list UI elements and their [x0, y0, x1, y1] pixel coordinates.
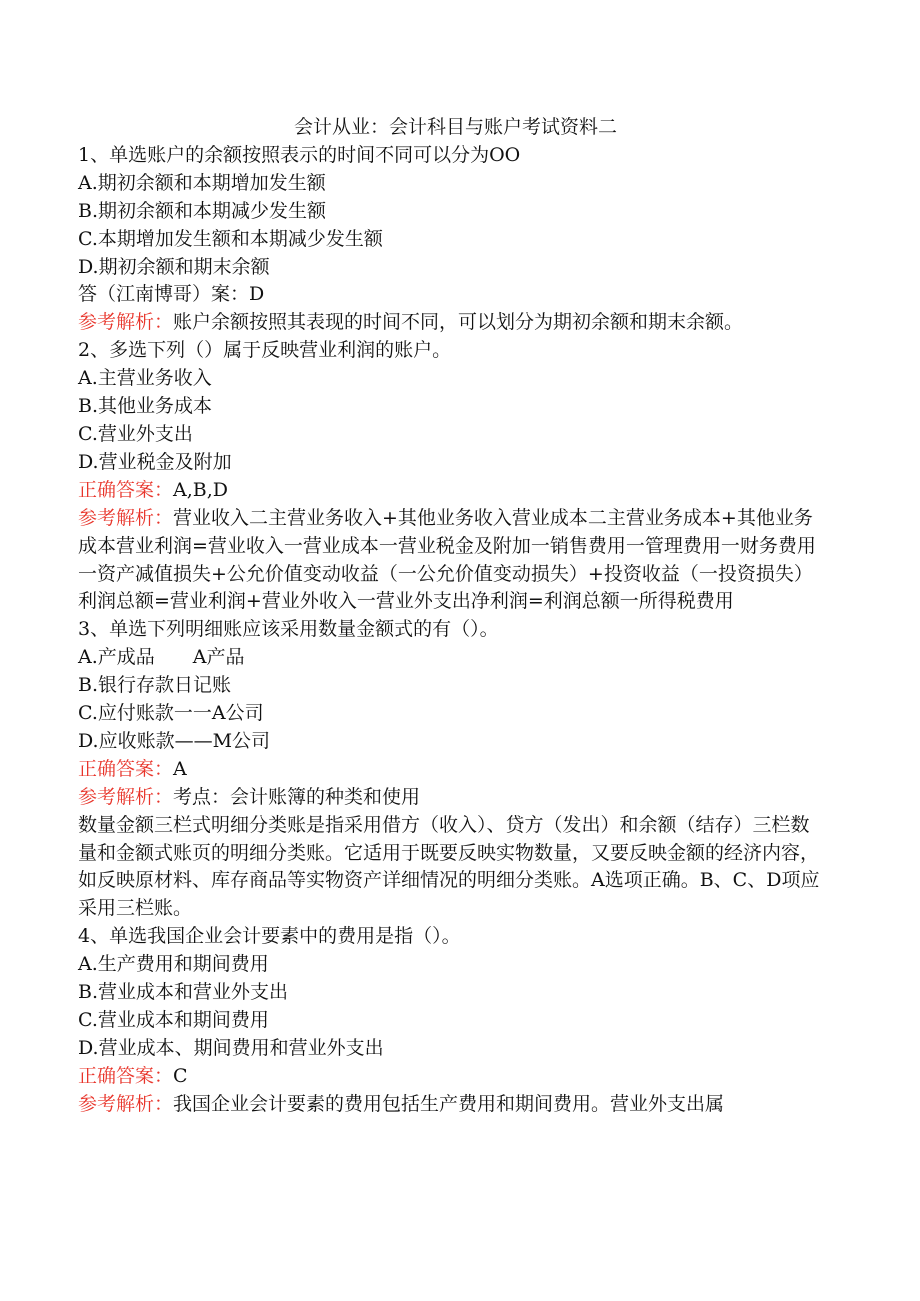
analysis-text: 我国企业会计要素的费用包括生产费用和期间费用。营业外支出属 [173, 1092, 725, 1115]
document-body [78, 114, 823, 1119]
option-d: D.应收账款——M公司 [78, 729, 271, 752]
answer-line [78, 477, 823, 505]
answer-label: 正确答案： [78, 478, 174, 501]
option-b: B.营业成本和营业外支出 [78, 981, 289, 1004]
analysis-label: 参考解析： [78, 785, 174, 808]
option-d: D.期初余额和期末余额 [78, 255, 270, 278]
answer-line [78, 756, 823, 784]
analysis-text: 账户余额按照其表现的时间不同，可以划分为期初余额和期末余额。 [173, 311, 744, 334]
answer-label: 答（江南博哥）案： [78, 283, 250, 306]
analysis-label: 参考解析： [78, 311, 174, 334]
answer-label: 正确答案： [78, 757, 174, 780]
analysis-text: 营业收入二主营业务收入+其他业务收入营业成本二主营业务成本+其他业务成本营业利润=营业收入一营业成本一营业税金及附加一销售费用一管理费用一财务费用一资产减值损失+公允价值变动收益（一公允价值变动损失）+投资收益（一投资损失）利润总额=营业利润+营业外收入一营业外支出净利润=利润总额一所得税费用 [78, 506, 816, 613]
question-4 [78, 923, 823, 1118]
option-c: C.本期增加发生额和本期减少发生额 [78, 227, 383, 250]
question-stem: 2、多选下列（）属于反映营业利润的账户。 [78, 339, 452, 362]
option-d: D.营业成本、期间费用和营业外支出 [78, 1036, 384, 1059]
answer-value: A [173, 757, 187, 780]
question-stem: 1、单选账户的余额按照表示的时间不同可以分为OO [78, 143, 521, 166]
question-3 [78, 616, 823, 923]
option-c: C.营业成本和期间费用 [78, 1009, 269, 1031]
answer-value: D [249, 283, 265, 306]
question-stem: 4、单选我国企业会计要素中的费用是指（）。 [78, 925, 461, 948]
option-b: B.其他业务成本 [78, 395, 213, 418]
document-title: 会计从业：会计科目与账户考试资料二 [293, 116, 617, 138]
option-b: B.银行存款日记账 [78, 674, 232, 697]
answer-value: A,B,D [173, 478, 229, 501]
option-c: C.营业外支出 [78, 422, 193, 445]
option-c: C.应付账款一一A公司 [78, 702, 264, 725]
question-1 [78, 142, 823, 337]
option-a: A.主营业务收入 [78, 367, 212, 390]
option-b: B.期初余额和本期减少发生额 [78, 199, 327, 222]
analysis-line [78, 309, 823, 337]
question-stem: 3、单选下列明细账应该采用数量金额式的有（）。 [78, 618, 499, 641]
analysis-line [78, 784, 823, 812]
option-a: A.生产费用和期间费用 [78, 953, 269, 976]
analysis-line [78, 505, 823, 617]
analysis-text: 考点：会计账簿的种类和使用 [173, 785, 421, 808]
question-2 [78, 337, 823, 616]
analysis-label: 参考解析： [78, 1092, 174, 1115]
option-a: A.期初余额和本期增加发生额 [78, 171, 326, 194]
analysis-extra: 数量金额三栏式明细分类账是指采用借方（收入）、贷方（发出）和余额（结存）三栏数量和金额式账页的明细分类账。它适用于既要反映实物数量，又要反映金额的经济内容，如反映原材料、库存商品等实物资产详细情况的明细分类账。A选项正确。B、C、D项应采用三栏账。 [78, 813, 820, 920]
answer-value: C [173, 1064, 188, 1087]
answer-line [78, 281, 823, 309]
answer-label: 正确答案： [78, 1064, 174, 1087]
option-d: D.营业税金及附加 [78, 450, 232, 473]
option-a: A.产成品 A产品 [78, 646, 245, 669]
analysis-line [78, 1091, 823, 1119]
analysis-label: 参考解析： [78, 506, 174, 529]
answer-line [78, 1063, 823, 1091]
